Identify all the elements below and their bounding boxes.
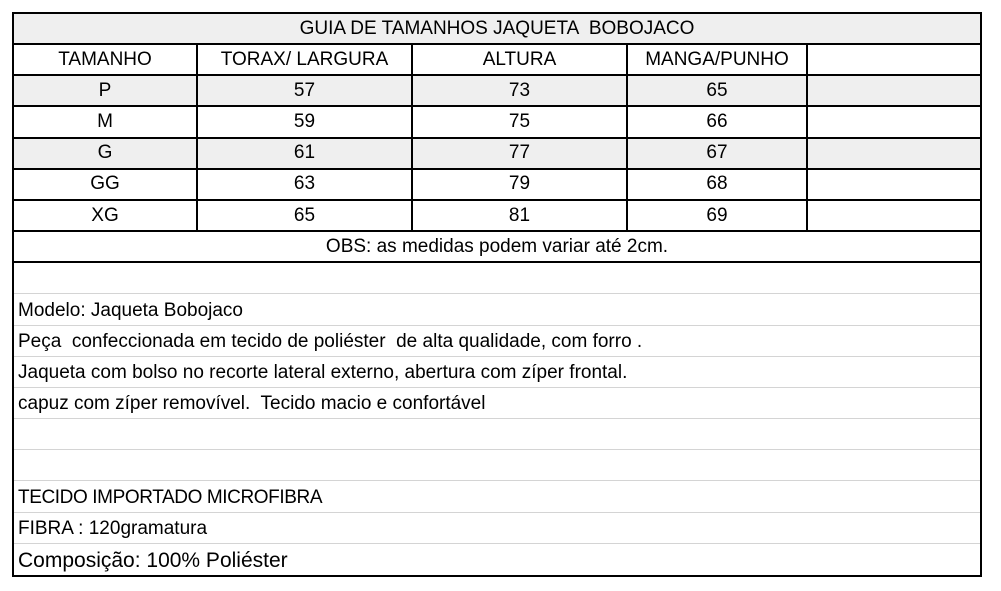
cell-altura: 75 [413, 107, 628, 136]
cell-manga: 68 [628, 170, 808, 199]
cell-altura: 81 [413, 201, 628, 230]
table-row-p [14, 76, 980, 107]
col-header-altura: ALTURA [413, 45, 628, 74]
description-line-composicao: Composição: 100% Poliéster [18, 548, 288, 572]
table-note-row [14, 232, 980, 263]
cell-size: G [14, 139, 198, 168]
cell-torax: 63 [198, 170, 413, 199]
description-line-tecido: TECIDO IMPORTADO MICROFIBRA [14, 481, 980, 512]
cell-size: XG [14, 201, 198, 230]
description-line-empty [14, 419, 980, 450]
table-row-gg [14, 170, 980, 201]
col-header-empty [808, 45, 980, 74]
measurement-note: OBS: as medidas podem variar até 2cm. [325, 235, 669, 257]
col-header-torax-largura: TORAX/ LARGURA [198, 45, 413, 74]
cell-torax: 61 [198, 139, 413, 168]
cell-manga: 69 [628, 201, 808, 230]
cell-manga: 65 [628, 76, 808, 105]
col-header-manga-punho: MANGA/PUNHO [628, 45, 808, 74]
cell-empty [808, 170, 980, 199]
cell-torax: 59 [198, 107, 413, 136]
table-title-row [14, 14, 980, 45]
cell-size: M [14, 107, 198, 136]
table-row-g [14, 139, 980, 170]
size-guide-sheet [12, 12, 982, 577]
cell-empty [808, 139, 980, 168]
table-header-row [14, 45, 980, 76]
cell-altura: 77 [413, 139, 628, 168]
description-line-empty [14, 450, 980, 481]
description-line-fibra: FIBRA : 120gramatura [14, 513, 980, 544]
cell-altura: 73 [413, 76, 628, 105]
cell-torax: 57 [198, 76, 413, 105]
cell-altura: 79 [413, 170, 628, 199]
description-line-peca: Peça confeccionada em tecido de poliéster de alta qualidade, com forro . [14, 326, 980, 357]
description-line-capuz: capuz com zíper removível. Tecido macio e confortável [14, 388, 980, 419]
cell-torax: 65 [198, 201, 413, 230]
table-title: GUIA DE TAMANHOS JAQUETA BOBOJACO [299, 17, 695, 39]
cell-size: GG [14, 170, 198, 199]
description-line-jaqueta: Jaqueta com bolso no recorte lateral externo, abertura com zíper frontal. [14, 357, 980, 388]
cell-size: P [14, 76, 198, 105]
cell-manga: 67 [628, 139, 808, 168]
cell-empty [808, 201, 980, 230]
description-line-modelo: Modelo: Jaqueta Bobojaco [14, 294, 980, 325]
cell-empty [808, 76, 980, 105]
description-line-empty [14, 263, 980, 294]
table-row-xg [14, 201, 980, 232]
cell-empty [808, 107, 980, 136]
table-row-m [14, 107, 980, 138]
cell-manga: 66 [628, 107, 808, 136]
col-header-tamanho: TAMANHO [14, 45, 198, 74]
